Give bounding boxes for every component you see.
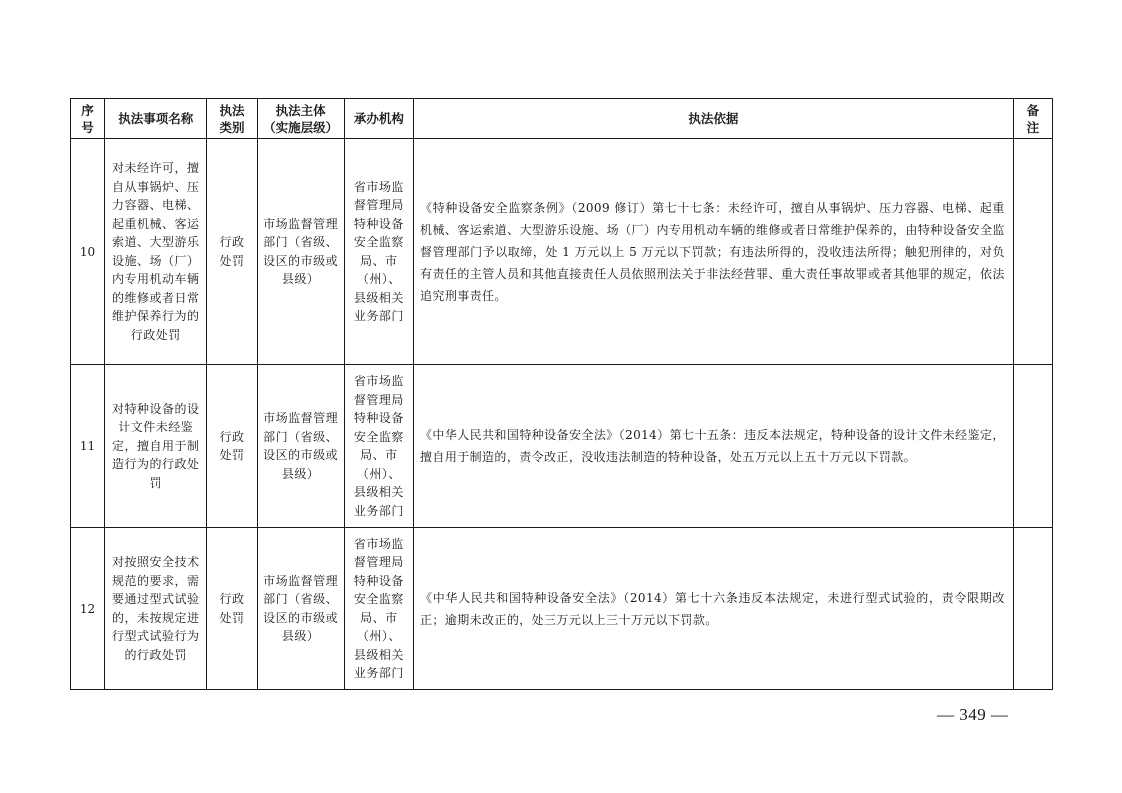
header-subject-line1: 执法主体 [275,102,326,118]
row-item-name: 对未经许可，擅自从事锅炉、压力容器、电梯、起重机械、客运索道、大型游乐设施、场（厂）内专用机动车辆的维修或者日常维护保养行为的行政处罚 [105,139,207,365]
page-number: — 349 — [937,705,1009,724]
row-remarks [1013,365,1052,528]
row-legal-basis: 《特种设备安全监察条例》（2009 修订）第七十七条：未经许可，擅自从事锅炉、压力容器、电梯、起重机械、客运索道、大型游乐设施、场（厂）内专用机动车辆的维修或者日常维护保养的，由特种设备安全监督管理部门予以取缔，处 1 万元以上 5 万元以下罚款；有违法所得的，没收违法所得；触犯刑律的，对负有责任的主管人员和其他直接责任人员依照刑法关于非法经营罪、重大责任事故罪或者其他罪的规定，依法追究刑事责任。 [414,139,1014,365]
table-row [71,528,1053,690]
row-organization: 省市场监督管理局特种设备安全监察局、市（州）、县级相关业务部门 [344,139,413,365]
header-item-name: 执法事项名称 [105,99,207,139]
header-organization: 承办机构 [344,99,413,139]
row-serial-number: 10 [71,139,105,365]
row-remarks [1013,139,1052,365]
row-serial-number: 11 [71,365,105,528]
header-remarks: 备注 [1013,99,1052,139]
header-category: 执法类别 [207,99,257,139]
row-legal-basis: 《中华人民共和国特种设备安全法》（2014）第七十六条违反本法规定，未进行型式试验的，责令限期改正；逾期未改正的，处三万元以上三十万元以下罚款。 [414,528,1014,690]
row-remarks [1013,528,1052,690]
header-subject-line2: （实施层级） [263,119,339,135]
header-serial-number: 序号 [71,99,105,139]
header-subject [257,99,344,139]
row-category: 行政处罚 [207,528,257,690]
row-organization: 省市场监督管理局特种设备安全监察局、市（州）、县级相关业务部门 [344,365,413,528]
row-legal-basis: 《中华人民共和国特种设备安全法》（2014）第七十五条：违反本法规定，特种设备的设计文件未经鉴定，擅自用于制造的，责令改正，没收违法制造的特种设备，处五万元以上五十万元以下罚款。 [414,365,1014,528]
table-header-row [71,99,1053,139]
row-organization: 省市场监督管理局特种设备安全监察局、市（州）、县级相关业务部门 [344,528,413,690]
table-row [71,139,1053,365]
row-item-name: 对按照安全技术规范的要求，需要通过型式试验的，未按规定进行型式试验行为的行政处罚 [105,528,207,690]
row-subject: 市场监督管理部门（省级、设区的市级或县级） [257,528,344,690]
row-subject: 市场监督管理部门（省级、设区的市级或县级） [257,139,344,365]
table-row [71,365,1053,528]
row-serial-number: 12 [71,528,105,690]
header-legal-basis: 执法依据 [414,99,1014,139]
enforcement-table [70,98,1053,690]
row-subject: 市场监督管理部门（省级、设区的市级或县级） [257,365,344,528]
row-category: 行政处罚 [207,365,257,528]
row-item-name: 对特种设备的设计文件未经鉴定，擅自用于制造行为的行政处罚 [105,365,207,528]
row-category: 行政处罚 [207,139,257,365]
